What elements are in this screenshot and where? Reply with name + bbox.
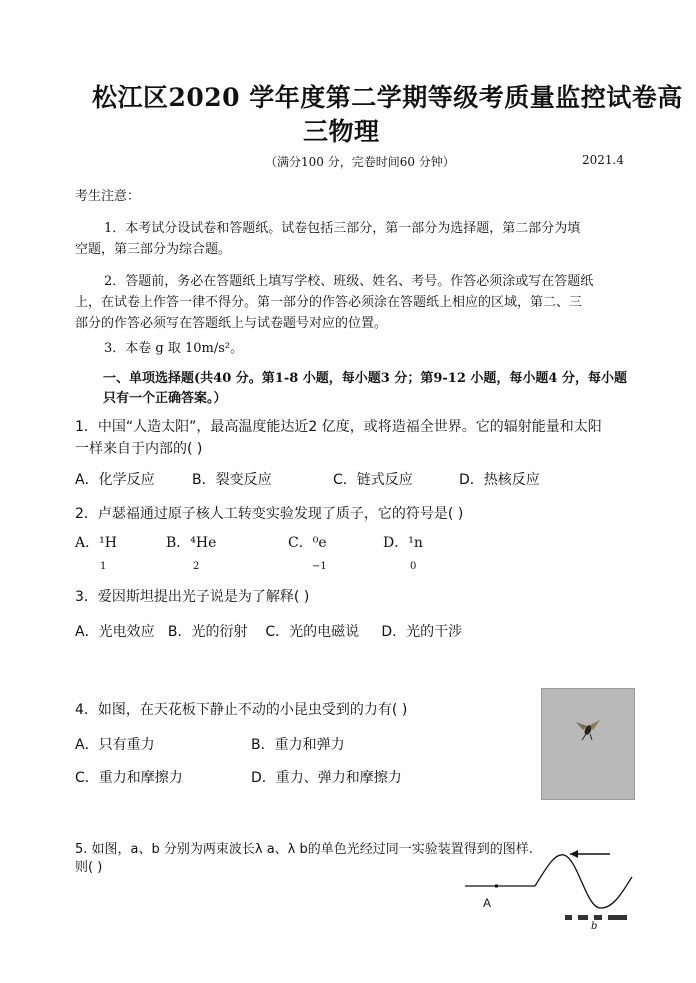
- notice-1-line1: 1．本考试分设试卷和答题纸。试卷包括三部分，第一部分为选择题，第二部分为填: [104, 221, 581, 236]
- q4-option-c: C．重力和摩擦力: [75, 770, 183, 786]
- q1-option-a: A．化学反应: [75, 472, 155, 488]
- figure-label-a: A: [483, 896, 492, 910]
- question-4: 4．如图，在天花板下静止不动的小昆虫受到的力有( ): [75, 702, 408, 718]
- notice-2-line3: 部分的作答必须写在答题纸上与试卷题号对应的位置。: [75, 316, 388, 331]
- q4-option-d: D．重力、弹力和摩擦力: [251, 770, 402, 786]
- q1-option-c: C．链式反应: [333, 472, 413, 488]
- q1-option-b: B．裂变反应: [192, 472, 272, 488]
- section-heading-line1: 一、单项选择题(共40 分。第1-8 小题，每小题3 分；第9-12 小题，每小题4 分，每小题: [103, 371, 627, 386]
- q4-option-b: B．重力和弹力: [251, 737, 345, 753]
- q1-option-d: D．热核反应: [459, 472, 540, 488]
- question-5-line2: 则( ): [75, 860, 103, 875]
- notice-2-line1: 2．答题前，务必在答题纸上填写学校、班级、姓名、考号。作答必须涂或写在答题纸: [104, 274, 594, 289]
- page-title: 松江区2020 学年度第二学期等级考质量监控试卷高: [92, 83, 683, 112]
- exam-subtitle: （满分100 分，完卷时间60 分钟）: [265, 155, 455, 169]
- question-3: 3．爱因斯坦提出光子说是为了解释( ): [75, 589, 310, 605]
- q3-options: A．光电效应 B．光的衍射 C．光的电磁说 D．光的干涉: [75, 624, 463, 640]
- notice-3: 3．本卷 g 取 10m/s²。: [104, 341, 244, 356]
- q2-option-c: C．⁰e: [288, 535, 327, 551]
- notice-2-line2: 上，在试卷上作答一律不得分。第一部分的作答必须涂在答题纸上相应的区域，第二、三: [75, 295, 583, 310]
- question-2: 2．卢瑟福通过原子核人工转变实验发现了质子，它的符号是( ): [75, 506, 464, 522]
- question-5-line1: 5. 如图，a、b 分别为两束波长λ a、λ b的单色光经过同一实验装置得到的图样.: [75, 842, 533, 857]
- q4-option-a: A．只有重力: [75, 737, 155, 753]
- q2-sub-b: 2: [193, 561, 200, 572]
- insect-photo: [541, 688, 635, 800]
- exam-date: 2021.4: [582, 153, 624, 167]
- notice-heading: 考生注意：: [75, 189, 141, 204]
- q2-sub-a: 1: [100, 561, 107, 572]
- section-heading-line2: 只有一个正确答案。）: [103, 391, 227, 406]
- page-title-line2: 三物理: [303, 117, 380, 146]
- q2-option-a: A．¹H: [75, 535, 117, 551]
- insect-icon: [542, 689, 634, 799]
- q2-sub-d: 0: [410, 561, 417, 572]
- q5-figure: [460, 845, 640, 935]
- q2-option-d: D．¹n: [383, 535, 423, 551]
- question-1-line2: 一样来自于内部的( ): [75, 441, 203, 457]
- q2-option-b: B．⁴He: [166, 535, 217, 551]
- question-1-line1: 1．中国“人造太阳”，最高温度能达近2 亿度，或将造福全世界。它的辐射能量和太阳: [75, 419, 602, 435]
- notice-1-line2: 空题，第三部分为综合题。: [75, 242, 232, 257]
- q2-sub-c: −1: [312, 561, 327, 572]
- figure-label-b: b: [591, 921, 598, 932]
